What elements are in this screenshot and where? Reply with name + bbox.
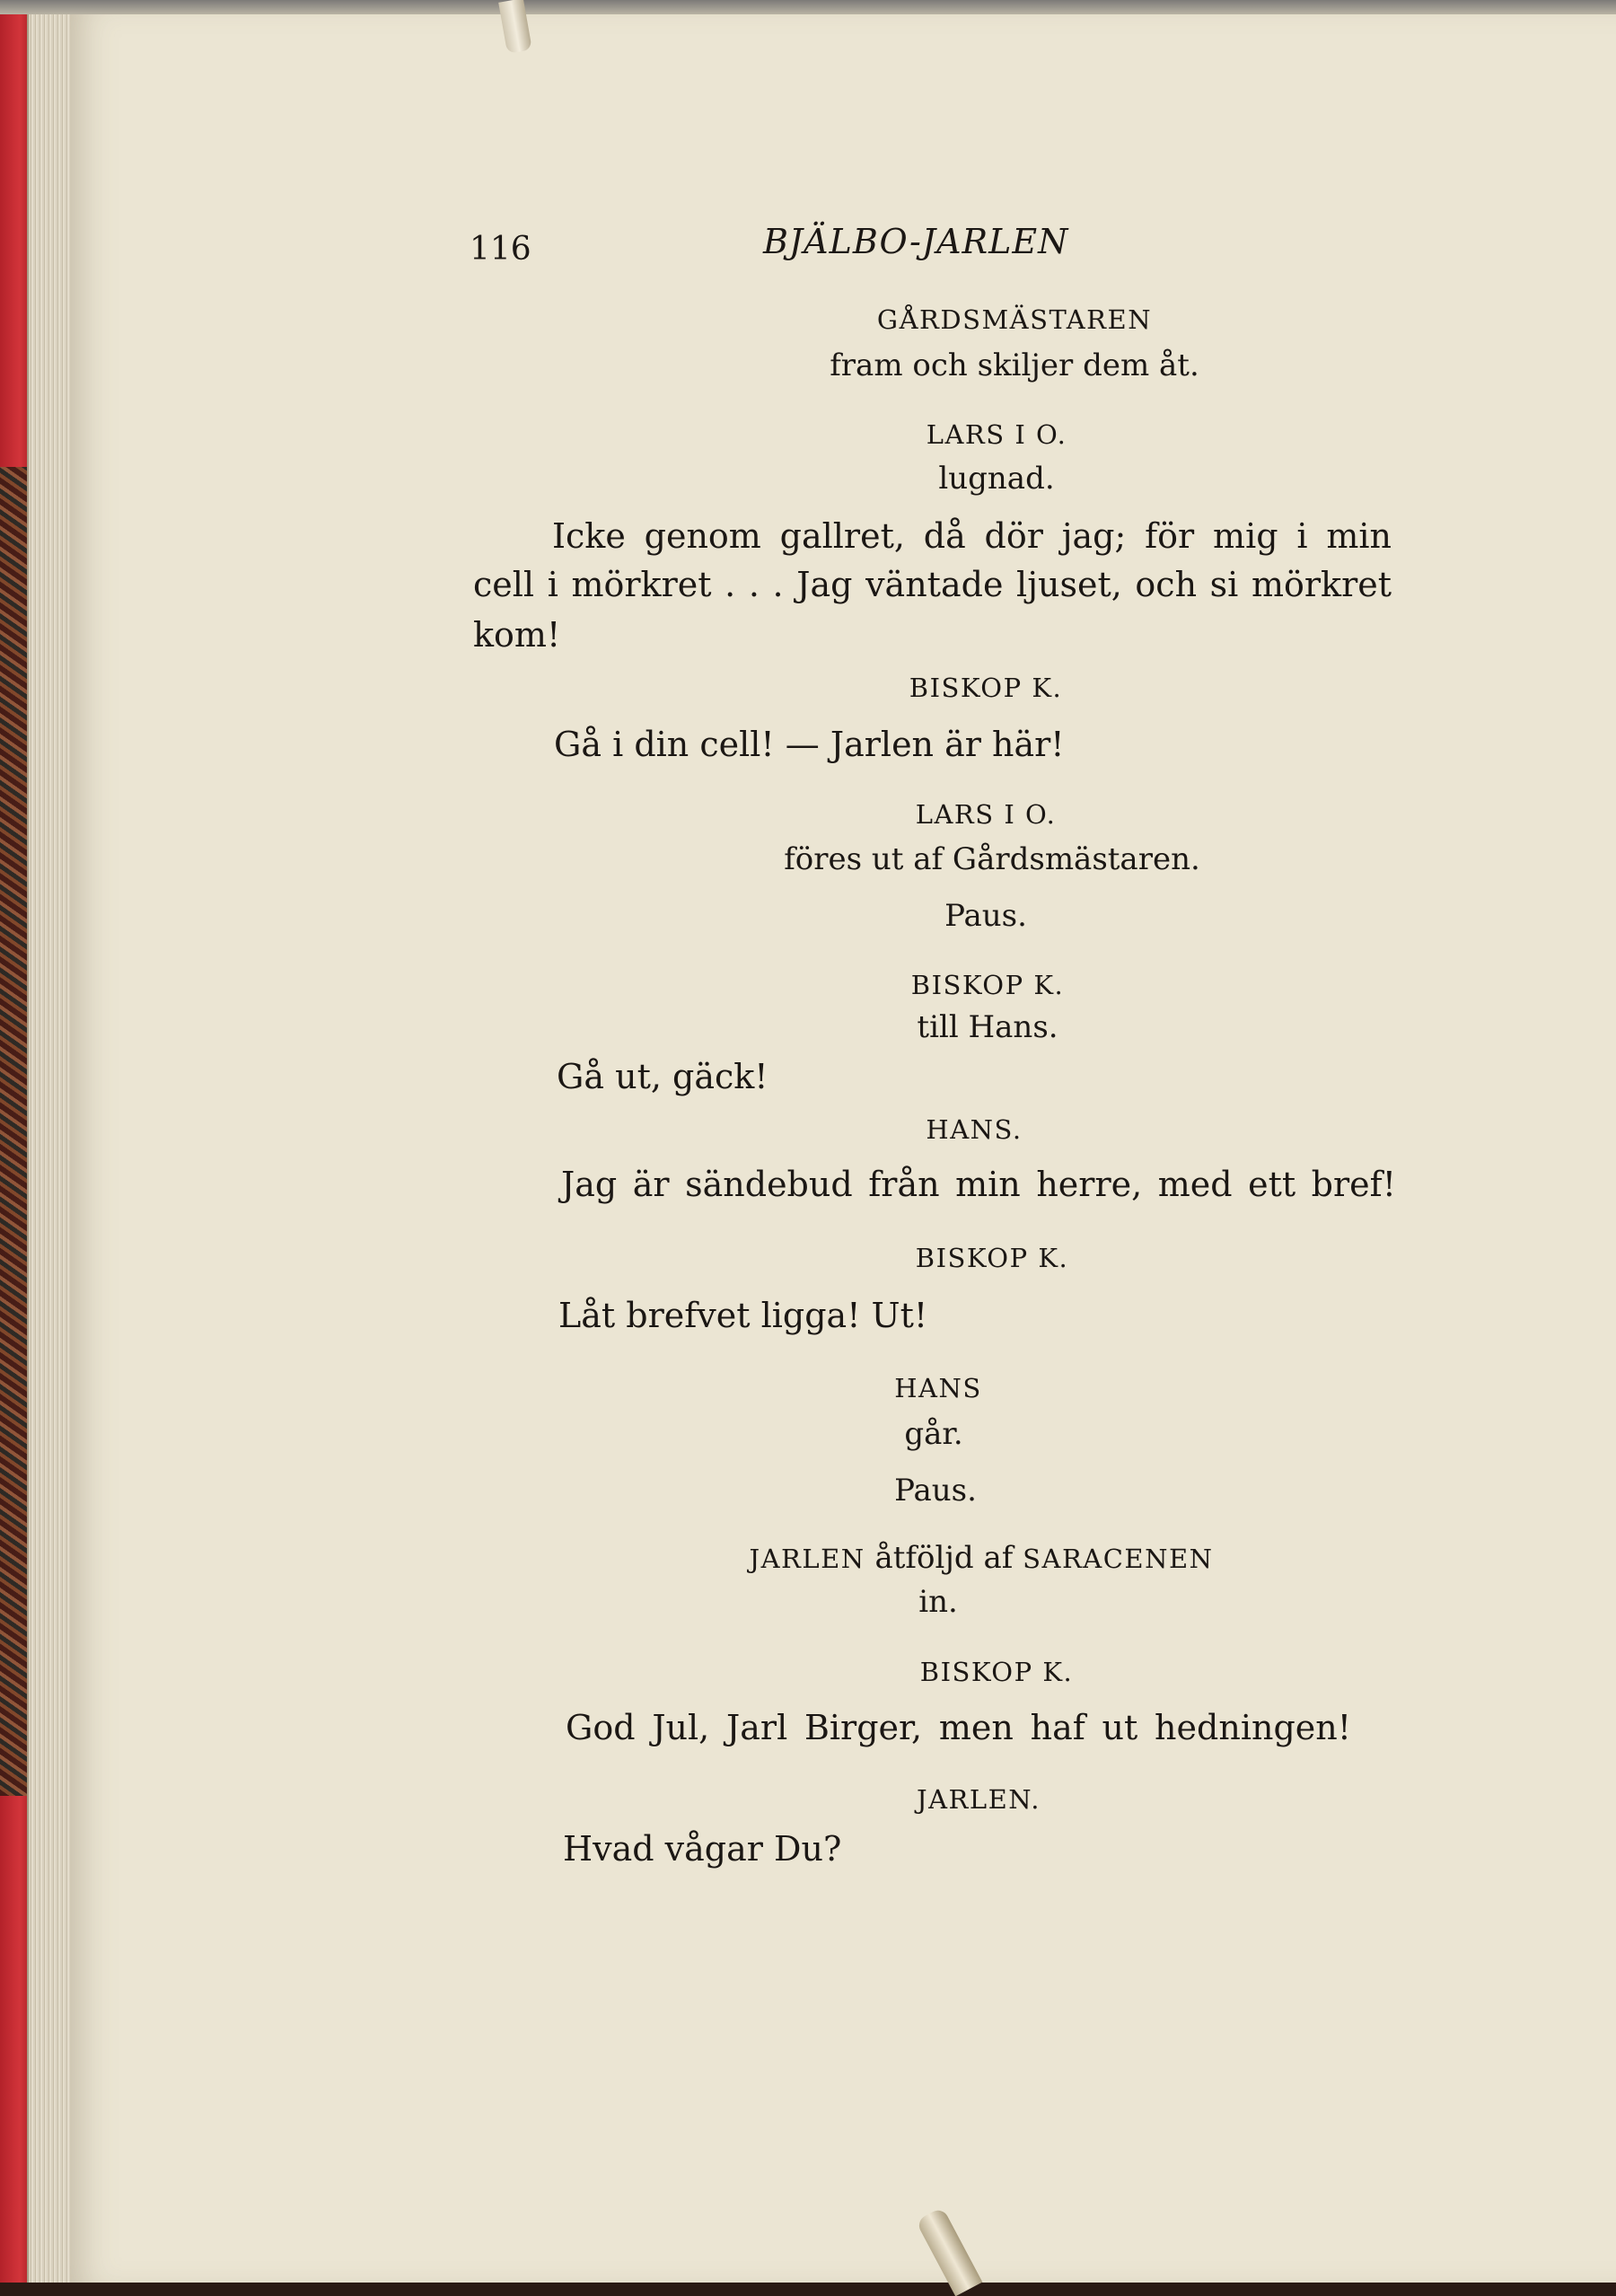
running-title: BJÄLBO-JARLEN <box>763 222 1069 261</box>
stage-direction: till Hans. <box>917 1009 1058 1045</box>
dialogue-line: Jag är sändebud från min herre, med ett bref! <box>561 1165 1396 1204</box>
speaker-biskop: BISKOP K. <box>910 970 1065 1000</box>
marbled-endpaper <box>0 467 29 1796</box>
stage-direction-pause: Paus. <box>894 1473 977 1509</box>
page-number: 116 <box>470 231 531 268</box>
speaker-biskop: BISKOP K. <box>915 1243 1069 1273</box>
dialogue-line: Låt brefvet ligga! Ut! <box>558 1296 928 1335</box>
speaker-jarlen: JARLEN <box>749 1544 865 1574</box>
stage-direction: fram och skiljer dem åt. <box>830 347 1199 383</box>
stage-direction: in. <box>918 1584 958 1620</box>
speaker-biskop: BISKOP K. <box>909 673 1063 703</box>
stage-direction: lugnad. <box>938 461 1055 497</box>
speaker-biskop: BISKOP K. <box>919 1657 1074 1687</box>
scanner-edge <box>0 0 1616 14</box>
dialogue-line: God Jul, Jarl Birger, men haf ut hedningen! <box>566 1708 1351 1747</box>
speaker-hans: HANS <box>894 1373 982 1403</box>
speaker-hans: HANS. <box>926 1114 1023 1145</box>
speaker-gardsmastaren: GÅRDSMÄSTAREN <box>876 304 1153 335</box>
dialogue-line: cell i mörkret . . . Jag väntade ljuset, och si mörkret <box>473 565 1392 604</box>
speaker-saracenen: SARACENEN <box>1023 1544 1214 1574</box>
stage-direction: går. <box>904 1416 963 1452</box>
stage-direction-entrance <box>749 1540 1214 1576</box>
stage-direction: föres ut af Gårdsmästaren. <box>784 841 1200 877</box>
stage-direction: åtföljd af <box>874 1540 1014 1576</box>
stage-direction-pause: Paus. <box>944 898 1027 934</box>
dialogue-line: kom! <box>473 615 561 655</box>
speaker-jarlen: JARLEN. <box>916 1784 1041 1815</box>
speaker-lars: LARS I O. <box>926 419 1067 450</box>
speaker-lars: LARS I O. <box>915 799 1057 830</box>
dialogue-line: Gå i din cell! — Jarlen är här! <box>554 725 1065 764</box>
dialogue-line: Hvad vågar Du? <box>563 1829 842 1869</box>
dialogue-line: Gå ut, gäck! <box>557 1057 768 1096</box>
dialogue-line: Icke genom gallret, då dör jag; för mig i min <box>552 516 1392 556</box>
